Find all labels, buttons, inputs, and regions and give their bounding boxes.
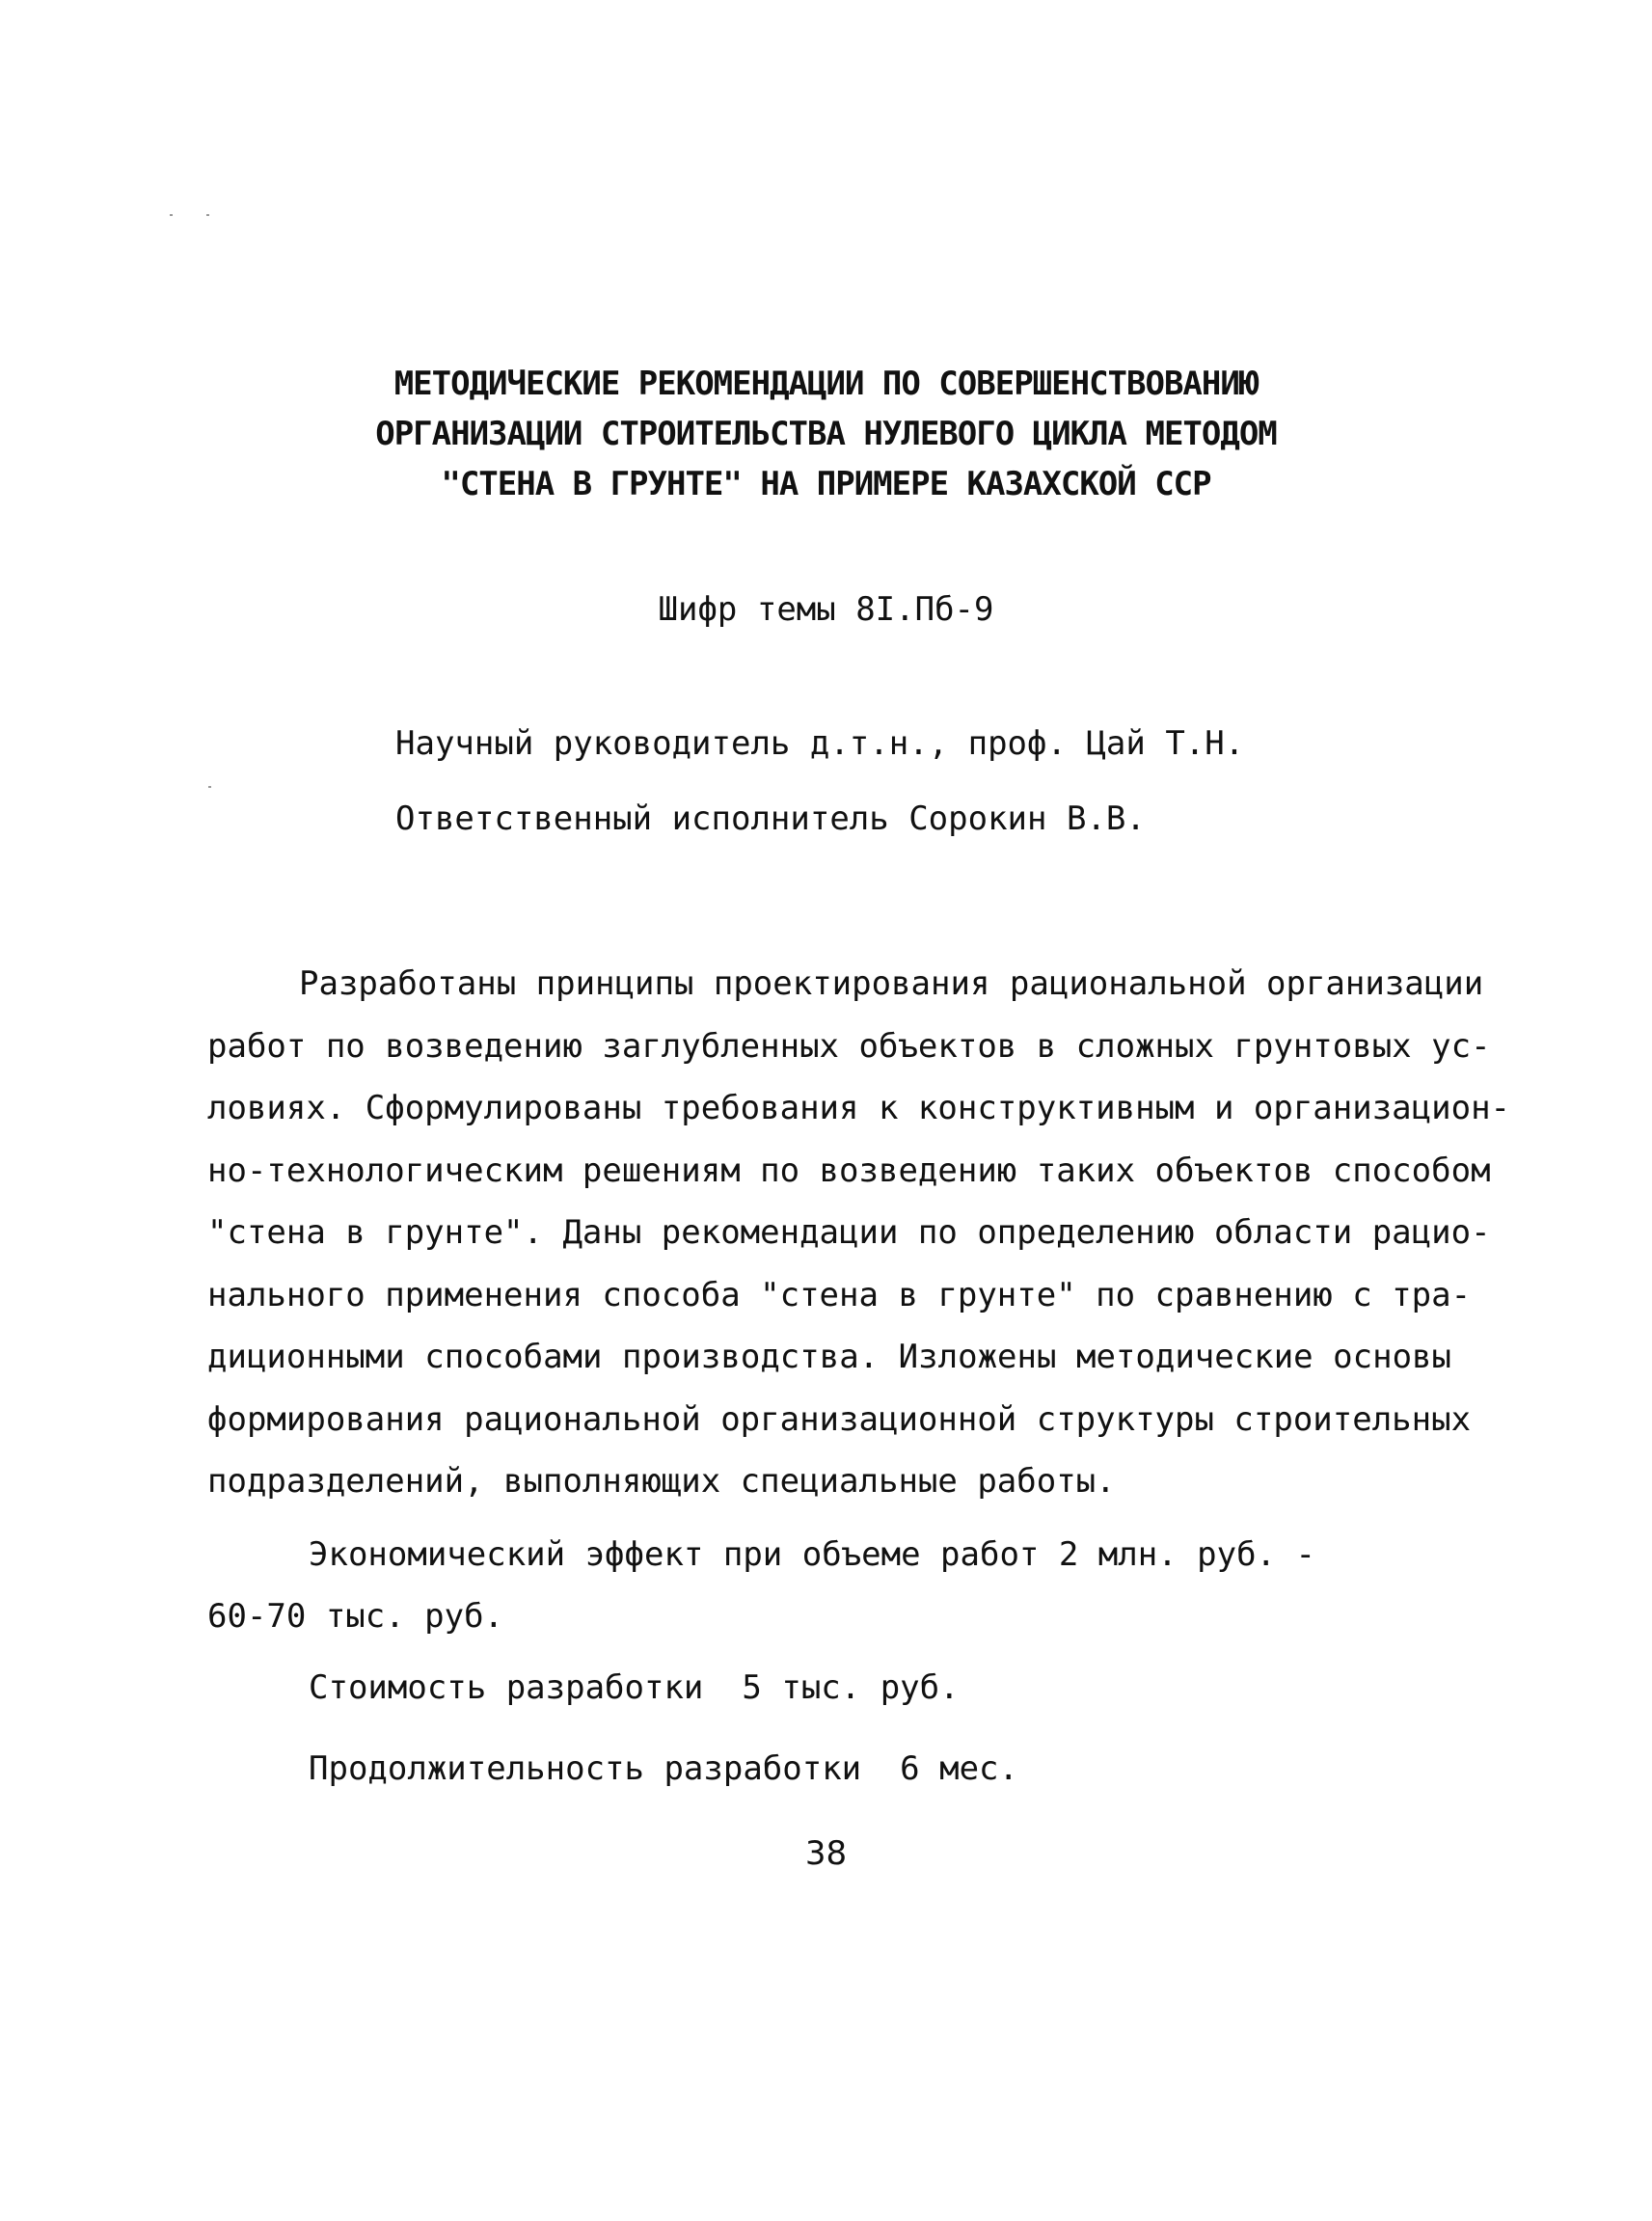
abstract-paragraph bbox=[207, 953, 1511, 1513]
title-line: "СТЕНА В ГРУНТЕ" НА ПРИМЕРЕ КАЗАХСКОЙ ССР bbox=[441, 465, 1211, 503]
abstract-line: ловиях. Сформулированы требования к конструктивным и организацион- bbox=[207, 1089, 1511, 1127]
scan-speck bbox=[170, 214, 173, 216]
scan-speck bbox=[208, 786, 211, 788]
abstract-line: работ по возведению заглубленных объектов в сложных грунтовых ус- bbox=[207, 1026, 1491, 1066]
development-cost-value: 5 тыс. руб. bbox=[742, 1668, 960, 1707]
development-cost-label: Стоимость разработки bbox=[309, 1668, 704, 1707]
development-duration-label: Продолжительность разработки bbox=[309, 1749, 862, 1788]
economic-effect-line: Экономический эффект при объеме работ 2 млн. руб. - bbox=[309, 1535, 1315, 1574]
scan-speck bbox=[206, 214, 209, 216]
abstract-line: подразделений, выполняющих специальные работы. bbox=[207, 1462, 1116, 1501]
development-duration bbox=[309, 1747, 1018, 1790]
topic-cipher: Шифр темы 8I.Пб-9 bbox=[658, 590, 994, 629]
economic-effect bbox=[207, 1524, 1315, 1647]
responsible-executor: Ответственный исполнитель Сорокин В.В. bbox=[395, 799, 1146, 838]
development-duration-value: 6 мес. bbox=[900, 1749, 1018, 1788]
abstract-line: Разработаны принципы проектирования рациональной организации bbox=[299, 964, 1484, 1003]
abstract-line: но-технологическим решениям по возведению таких объектов способом bbox=[207, 1151, 1491, 1190]
title-line: МЕТОДИЧЕСКИЕ РЕКОМЕНДАЦИИ ПО СОВЕРШЕНСТВОВАНИЮ bbox=[393, 365, 1259, 403]
abstract-line: формирования рациональной организационной структуры строительных bbox=[207, 1399, 1472, 1439]
document-title bbox=[0, 359, 1652, 509]
economic-effect-line: 60-70 тыс. руб. bbox=[207, 1597, 504, 1636]
abstract-line: диционными способами производства. Изложены методические основы bbox=[207, 1338, 1451, 1376]
abstract-line: нального применения способа "стена в грунте" по сравнению с тра- bbox=[207, 1275, 1472, 1314]
scientific-supervisor: Научный руководитель д.т.н., проф. Цай Т.Н. bbox=[395, 724, 1245, 763]
authors-block bbox=[395, 706, 1244, 856]
development-cost bbox=[309, 1666, 960, 1709]
abstract-line: "стена в грунте". Даны рекомендации по определению области рацио- bbox=[207, 1213, 1491, 1252]
title-line: ОРГАНИЗАЦИИ СТРОИТЕЛЬСТВА НУЛЕВОГО ЦИКЛА МЕТОДОМ bbox=[375, 415, 1277, 453]
page-number: 38 bbox=[804, 1834, 848, 1873]
